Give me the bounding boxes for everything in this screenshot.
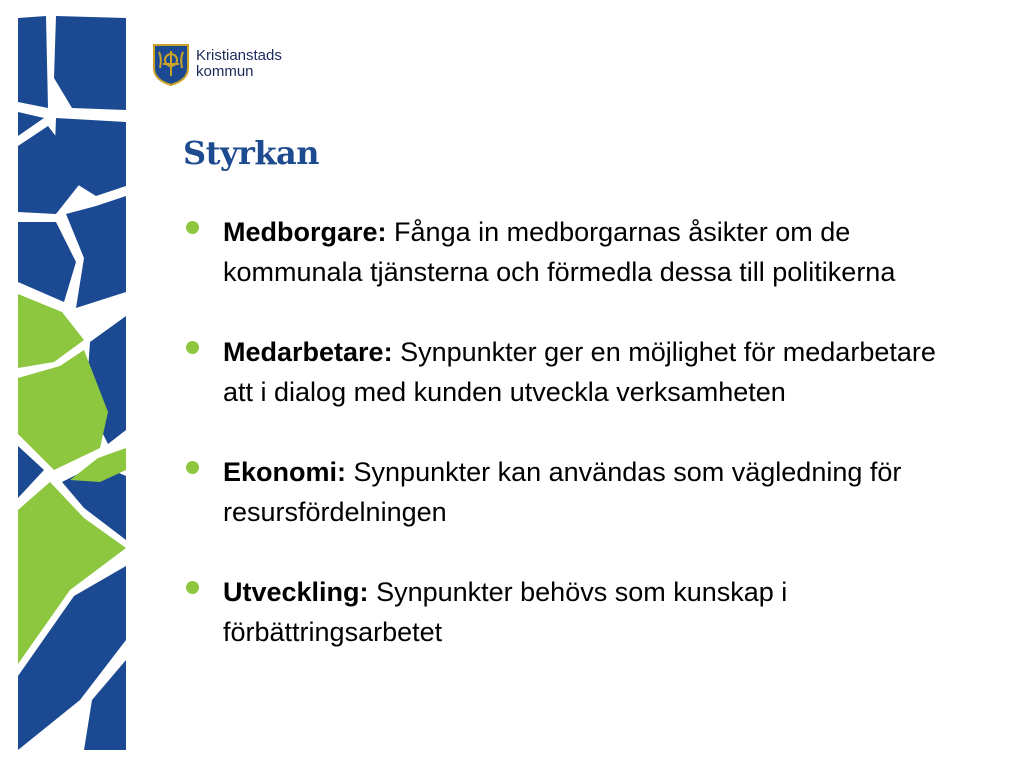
bullet-text: Synpunkter ger en möjlighet för medarbetare att i dialog med kunden utveckla verksamheten [223,337,936,407]
slide-title: Styrkan [183,134,320,172]
bullet-term: Utveckling: [223,577,369,607]
bullet-icon [186,221,199,234]
bullet-item [184,572,964,652]
mosaic-decoration [0,0,140,768]
bullet-term: Ekonomi: [223,457,347,487]
mosaic-tile [18,222,76,302]
bullet-term: Medarbetare: [223,337,393,367]
bullet-text: Synpunkter kan användas som vägledning för resursfördelningen [223,457,902,527]
bullet-icon [186,341,199,354]
bullet-item [184,452,964,532]
logo-line-1: Kristianstads [196,47,282,64]
mosaic-tile [54,16,126,110]
bullet-text: Fånga in medborgarnas åsikter om de kommunala tjänsterna och förmedla dessa till politikerna [223,217,896,287]
bullet-item [184,212,964,292]
bullet-icon [186,581,199,594]
bullet-list [184,212,964,692]
mosaic-tile [66,196,126,308]
bullet-text: Synpunkter behövs som kunskap i förbättringsarbetet [223,577,788,647]
bullet-item [184,332,964,412]
coat-of-arms-icon [152,42,190,86]
mosaic-tile [18,16,48,108]
bullet-icon [186,461,199,474]
kristianstads-logo [152,42,282,86]
logo-text [196,48,282,80]
logo-line-2: kommun [196,63,254,80]
bullet-term: Medborgare: [223,217,387,247]
